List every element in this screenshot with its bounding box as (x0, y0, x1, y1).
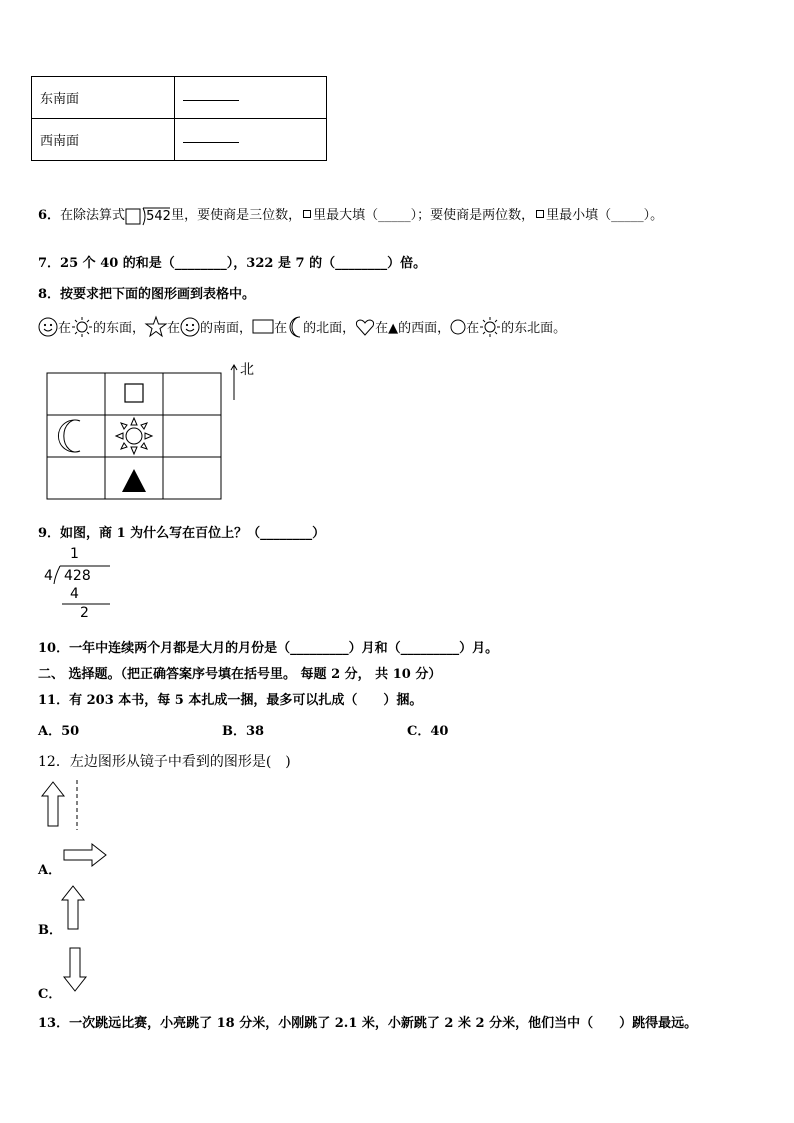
q8-grid (46, 372, 224, 502)
question-11: 11．有 203 本书，每 5 本扎成一捆，最多可以扎成（ ）捆。 (38, 693, 423, 708)
question-7: 7．25 个 40 的和是（________），322 是 7 的（________）倍。 (38, 256, 427, 271)
q9-remainder: 2 (80, 605, 89, 621)
smiley-icon (180, 317, 200, 337)
square-box-icon (536, 210, 544, 218)
answer-blank[interactable] (183, 142, 239, 143)
q9-dividend: 428 (64, 568, 91, 584)
q8-instr-text: 的北面， (303, 321, 356, 336)
q6-text-c: 里最大填（ (313, 208, 379, 223)
q9-divisor: 4 (44, 568, 53, 584)
answer-blank-cell[interactable] (175, 77, 327, 119)
question-13: 13．一次跳远比赛，小亮跳了 18 分米，小刚跳了 2.1 米，小新跳了 2 米 2 分米，他们当中（ ）跳得最远。 (38, 1016, 698, 1031)
question-8: 8．按要求把下面的图形画到表格中。 (38, 287, 256, 302)
sun-icon (479, 316, 501, 338)
q9-quotient: 1 (70, 546, 79, 562)
q12-option-c-label[interactable]: C． (38, 987, 62, 1002)
q6-dividend: 542 (146, 209, 171, 224)
direction-label: 西南面 (32, 119, 175, 161)
q8-instr-text: 的东面， (93, 321, 146, 336)
down-arrow-icon[interactable] (62, 946, 88, 994)
q6-text-e: 里最小填（ (546, 208, 612, 223)
rectangle-icon (252, 319, 274, 335)
moon-icon (287, 316, 303, 338)
q11-option-a[interactable]: A．50 (38, 724, 80, 739)
smiley-icon (38, 317, 58, 337)
up-arrow-icon[interactable] (60, 884, 86, 932)
question-6 (38, 204, 663, 226)
table-row (32, 119, 327, 161)
q6-division-bracket (125, 206, 171, 226)
q6-text-b: 里，要使商是三位数， (171, 208, 302, 223)
circle-icon (450, 319, 466, 335)
triangle-icon (122, 469, 146, 492)
up-arrow-icon (42, 782, 64, 826)
q8-instr-text: 的东北面。 (501, 321, 567, 336)
q6-text-d: ）；要使商是两位数， (410, 208, 535, 223)
north-label: 北 (240, 362, 254, 378)
direction-table (31, 76, 327, 161)
q9-long-division (38, 546, 118, 626)
original-figure (40, 780, 86, 830)
table-row (32, 77, 327, 119)
q8-instr-text: 在 (274, 321, 288, 336)
q6-text-a: 在除法算式 (60, 208, 126, 223)
q6-number: 6． (38, 208, 61, 223)
star-icon (145, 316, 167, 338)
q8-instr-text: 在▲的西面， (375, 321, 451, 336)
square-box-icon (303, 210, 311, 218)
right-arrow-icon[interactable] (62, 842, 108, 868)
question-9: 9．如图，商 1 为什么写在百位上？（________） (38, 526, 326, 541)
q6-blank1[interactable]: _____ (378, 208, 411, 223)
q8-instr-text: 的南面， (200, 321, 253, 336)
q9-product: 4 (70, 586, 79, 602)
answer-blank-cell[interactable] (175, 119, 327, 161)
section-2-heading: 二、 选择题。（把正确答案序号填在括号里。 每题 2 分， 共 10 分） (38, 667, 442, 682)
direction-label: 东南面 (32, 77, 175, 119)
q12-option-a-label[interactable]: A． (38, 863, 62, 878)
moon-icon (58, 420, 80, 452)
question-10: 10．一年中连续两个月都是大月的月份是（_________）月和（_________）月。 (38, 641, 499, 656)
q12-option-b-label[interactable]: B． (38, 923, 62, 938)
sun-icon (116, 418, 152, 454)
q6-text-f: ）。 (643, 208, 664, 223)
q8-instr-text: 在 (167, 321, 181, 336)
q6-blank2[interactable]: _____ (611, 208, 644, 223)
question-12: 12．左边图形从镜子中看到的图形是( ) (38, 754, 291, 770)
q8-instr-text: 在 (58, 321, 72, 336)
sun-icon (71, 316, 93, 338)
q11-option-b[interactable]: B．38 (222, 724, 265, 739)
heart-icon (355, 317, 375, 337)
q11-option-c[interactable]: C．40 (407, 724, 449, 739)
answer-blank[interactable] (183, 100, 239, 101)
q8-instructions (38, 316, 566, 338)
square-icon (125, 384, 143, 402)
q8-instr-text: 在 (466, 321, 480, 336)
